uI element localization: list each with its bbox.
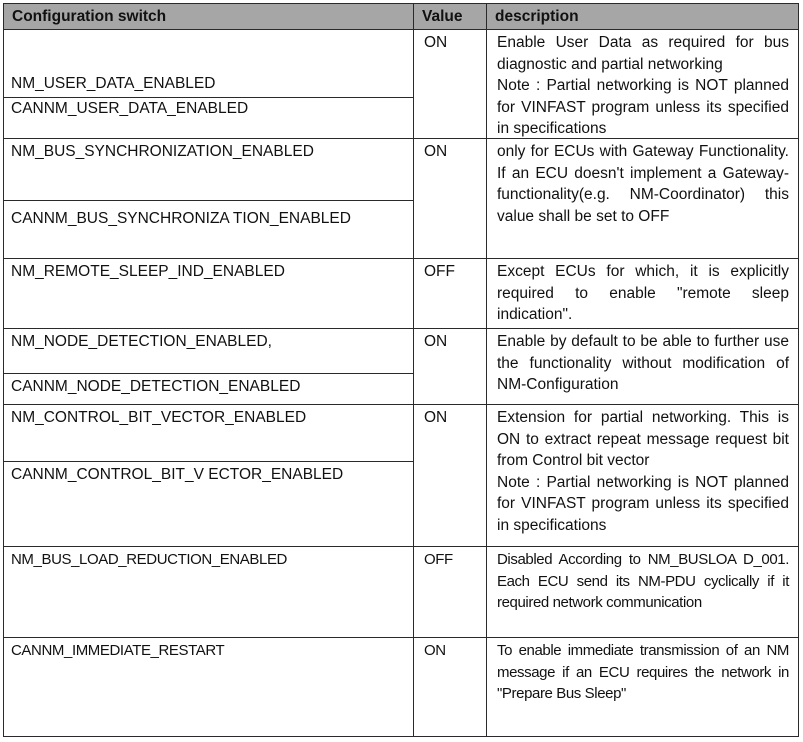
description-cell [487, 329, 797, 404]
switch-name: NM_CONTROL_BIT_VECTOR_ENABLED [11, 409, 307, 426]
value-cell: ON [414, 30, 487, 138]
table-row [4, 30, 798, 139]
description-cell [487, 139, 797, 258]
value-cell: ON [414, 405, 487, 546]
value-cell: ON [414, 329, 487, 404]
table-row [4, 547, 798, 638]
switch-name: NM_USER_DATA_ENABLED [11, 75, 216, 92]
switch-name: NM_REMOTE_SLEEP_IND_ENABLED [11, 263, 285, 280]
switch-name: CANNM_NODE_DETECTION_ENABLED [4, 373, 413, 405]
description-cell [487, 638, 797, 736]
switch-cell [4, 547, 414, 637]
table-row [4, 329, 798, 405]
description-text: Enable User Data as required for bus diagnostic and partial networking [497, 34, 789, 73]
switch-name: CANNM_CONTROL_BIT_V ECTOR_ENABLED [4, 461, 413, 547]
description-cell [487, 30, 797, 138]
description-cell [487, 405, 797, 546]
table-row [4, 638, 798, 736]
description-text: Except ECUs for which, it is explicitly required to enable "remote sleep indication". [497, 263, 789, 323]
description-text: only for ECUs with Gateway Functionality. If an ECU doesn't implement a Gateway-functionality(e.g. NM-Coordinator) this value shall be set to OFF [497, 143, 789, 225]
switch-name: NM_NODE_DETECTION_ENABLED, [11, 333, 272, 350]
value-cell: ON [414, 139, 487, 258]
description-text: To enable immediate transmission of an NM message if an ECU requires the network in "Prepare Bus Sleep" [497, 642, 789, 702]
description-cell [487, 259, 797, 328]
switch-cell [4, 139, 414, 258]
switch-cell [4, 405, 414, 546]
switch-name: CANNM_BUS_SYNCHRONIZA TION_ENABLED [4, 200, 413, 259]
description-text: Extension for partial networking. This is ON to extract repeat message request bit from Control bit vector [497, 409, 789, 469]
table-row [4, 139, 798, 259]
switch-name: CANNM_USER_DATA_ENABLED [4, 97, 413, 139]
switch-name: NM_BUS_SYNCHRONIZATION_ENABLED [11, 143, 314, 160]
description-text: Enable by default to be able to further use the functionality without modification of NM-Configuration [497, 333, 789, 393]
description-cell [487, 547, 797, 637]
header-value: Value [414, 4, 487, 30]
header-description: description [495, 8, 579, 25]
table-row [4, 405, 798, 547]
description-note: Note : Partial networking is NOT planned for VINFAST program unless its specified in specifications [497, 77, 789, 137]
switch-name: NM_BUS_LOAD_REDUCTION_ENABLED [11, 551, 287, 568]
switch-cell [4, 329, 414, 404]
description-note: Note : Partial networking is NOT planned for VINFAST program unless its specified in specifications [497, 473, 789, 534]
switch-cell [4, 30, 414, 138]
table-header [4, 4, 798, 30]
value-cell: OFF [414, 259, 487, 328]
value-cell: ON [414, 638, 487, 736]
switch-name: CANNM_IMMEDIATE_RESTART [11, 642, 225, 659]
table-row [4, 259, 798, 329]
switch-cell [4, 638, 414, 736]
description-text: Disabled According to NM_BUSLOA D_001. Each ECU send its NM-PDU cyclically if it required network communication [497, 551, 789, 611]
configuration-table [3, 3, 799, 737]
header-configuration-switch: Configuration switch [4, 4, 414, 30]
switch-cell [4, 259, 414, 328]
value-cell: OFF [414, 547, 487, 637]
